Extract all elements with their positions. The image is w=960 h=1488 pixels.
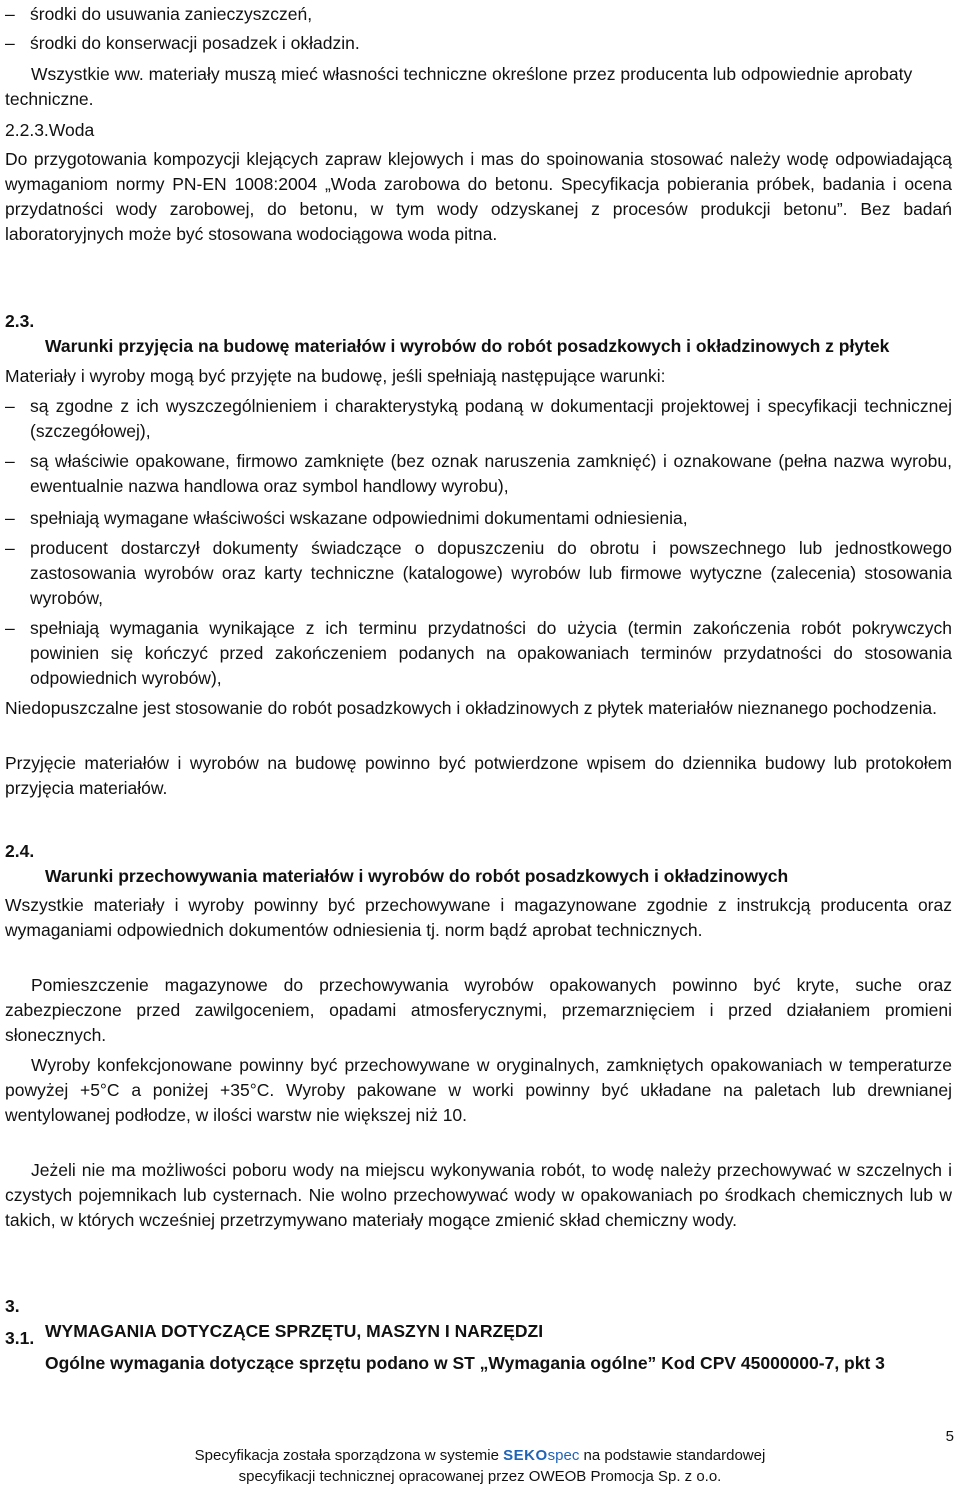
dash-bullet: – xyxy=(5,396,15,416)
dash-bullet: – xyxy=(5,451,15,471)
list-item xyxy=(5,31,952,56)
list-item-text: środki do konserwacji posadzek i okładzin. xyxy=(30,33,360,53)
section-heading-3-1 xyxy=(5,1326,952,1376)
list-item xyxy=(5,2,952,27)
paragraph-woda: Do przygotowania kompozycji klejących zapraw klejowych i mas do spoinowania stosować należy wodę odpowiadającą wymaganiom normy PN-EN 1008:2004 „Woda zarobowa do betonu. Specyfikacja pobierania próbek, badania i ocena przydatności wody zarobowej, do betonu, w tym wody odzyskanej z procesów produkcji betonu”. Bez badań laboratoryjnych może być stosowana wodociągowa woda pitna. xyxy=(5,149,952,244)
list-item-text: spełniają wymagania wynikające z ich terminu przydatności do użycia (termin zakończenia robót pokrywczych powinien się kończyć przed zakończeniem podanych na opakowaniach terminów przydatności do stosowania odpowiednich wyrobów), xyxy=(30,618,952,688)
section-title: Warunki przechowywania materiałów i wyrobów do robót posadzkowych i okładzinowych xyxy=(45,866,789,886)
paragraph-2-3-b: Przyjęcie materiałów i wyrobów na budowę powinno być potwierdzone wpisem do dziennika budowy lub protokołem przyjęcia materiałów. xyxy=(5,753,952,798)
section-number: 2.3. xyxy=(5,311,35,331)
list-item xyxy=(5,616,952,691)
paragraph-2-4-c: Wyroby konfekcjonowane powinny być przechowywane w oryginalnych, zamkniętych opakowaniach w temperaturze powyżej +5°C a poniżej +35°C. Wyroby pakowane w worki powinny być układane na paletach lub drewnianej wentylowanej podłodze, w ilości warstw nie większej niż 10. xyxy=(5,1055,952,1125)
section-title: Woda xyxy=(48,120,95,140)
subsection-heading-2-2-3 xyxy=(5,118,952,143)
list-item-text: są zgodne z ich wyszczególnieniem i charakterystyką podaną w dokumentacji projektowej i specyfikacji technicznej (szczegółowej), xyxy=(30,396,952,441)
list-item xyxy=(5,394,952,444)
list-item xyxy=(5,536,952,611)
list-item-text: są właściwie opakowane, firmowo zamknięte (bez oznak naruszenia zamknięć) i oznakowane (pełna nazwa wyrobu, ewentualnie nazwa handlowa oraz symbol handlowy wyrobu), xyxy=(30,451,952,496)
section-heading-2-4 xyxy=(5,839,952,889)
dash-bullet: – xyxy=(5,538,15,558)
section-number: 3. xyxy=(5,1296,20,1316)
footer-text: Specyfikacja została sporządzona w systemie xyxy=(194,1447,499,1464)
paragraph-2-4-d: Jeżeli nie ma możliwości poboru wody na miejscu wykonywania robót, to wodę należy przechowywać w szczelnych i czystych pojemnikach lub cysternach. Nie wolno przechowywać wody w opakowaniach po środkach chemicznych lub w takich, w których wcześniej przetrzymywano materiały mogące zmienić skład chemiczny wody. xyxy=(5,1160,952,1230)
dash-bullet: – xyxy=(5,618,15,638)
section-title: WYMAGANIA DOTYCZĄCE SPRZĘTU, MASZYN I NARZĘDZI xyxy=(45,1321,544,1341)
section-number: 2.4. xyxy=(5,841,35,861)
paragraph-2-3-intro: Materiały i wyroby mogą być przyjęte na budowę, jeśli spełniają następujące warunki: xyxy=(5,366,666,386)
sekospec-logo: SEKOspec xyxy=(503,1447,580,1464)
list-item xyxy=(5,506,952,531)
list-item-text: producent dostarczył dokumenty świadczące o dopuszczeniu do obrotu i powszechnego lub jednostkowego zastosowania wyrobów oraz karty techniczne (katalogowe) wyrobów lub firmowe wytyczne (zalecenia) stosowania wyrobów, xyxy=(30,538,952,608)
list-item xyxy=(5,449,952,499)
section-heading-2-3 xyxy=(5,309,952,359)
footer-line-1 xyxy=(0,1445,960,1466)
paragraph-materials: Wszystkie ww. materiały muszą mieć własności techniczne określone przez producenta lub odpowiednie aprobaty techniczne. xyxy=(5,64,913,109)
paragraph-2-4-b: Pomieszczenie magazynowe do przechowywania wyrobów opakowanych powinno być kryte, suche oraz zabezpieczone przed zawilgoceniem, opadami atmosferycznymi, przemarznięciem i przed działaniem promieni słonecznych. xyxy=(5,975,952,1045)
paragraph-2-4-a: Wszystkie materiały i wyroby powinny być przechowywane i magazynowane zgodnie z instrukcją producenta oraz wymaganiami odpowiednich dokumentów odniesienia tj. norm bądź aprobat technicznych. xyxy=(5,895,952,940)
list-item-text: środki do usuwania zanieczyszczeń, xyxy=(30,4,313,24)
section-number: 3.1. xyxy=(5,1328,35,1348)
footer-line-2: specyfikacji technicznej opracowanej przez OWEOB Promocja Sp. z o.o. xyxy=(238,1468,722,1485)
paragraph-2-3-a: Niedopuszczalne jest stosowanie do robót posadzkowych i okładzinowych z płytek materiałów nieznanego pochodzenia. xyxy=(5,698,937,718)
footer-text: na podstawie standardowej xyxy=(583,1447,766,1464)
section-number: 2.2.3. xyxy=(5,120,49,140)
section-title: Warunki przyjęcia na budowę materiałów i wyrobów do robót posadzkowych i okładzinowych z płytek xyxy=(45,336,890,356)
dash-bullet: – xyxy=(5,508,15,528)
list-item-text: spełniają wymagane właściwości wskazane odpowiednimi dokumentami odniesienia, xyxy=(30,508,688,528)
dash-bullet: – xyxy=(5,33,15,53)
dash-bullet: – xyxy=(5,4,15,24)
page-number: 5 xyxy=(945,1428,954,1445)
section-title: Ogólne wymagania dotyczące sprzętu podano w ST „Wymagania ogólne” Kod CPV 45000000-7, pkt 3 xyxy=(45,1353,885,1373)
